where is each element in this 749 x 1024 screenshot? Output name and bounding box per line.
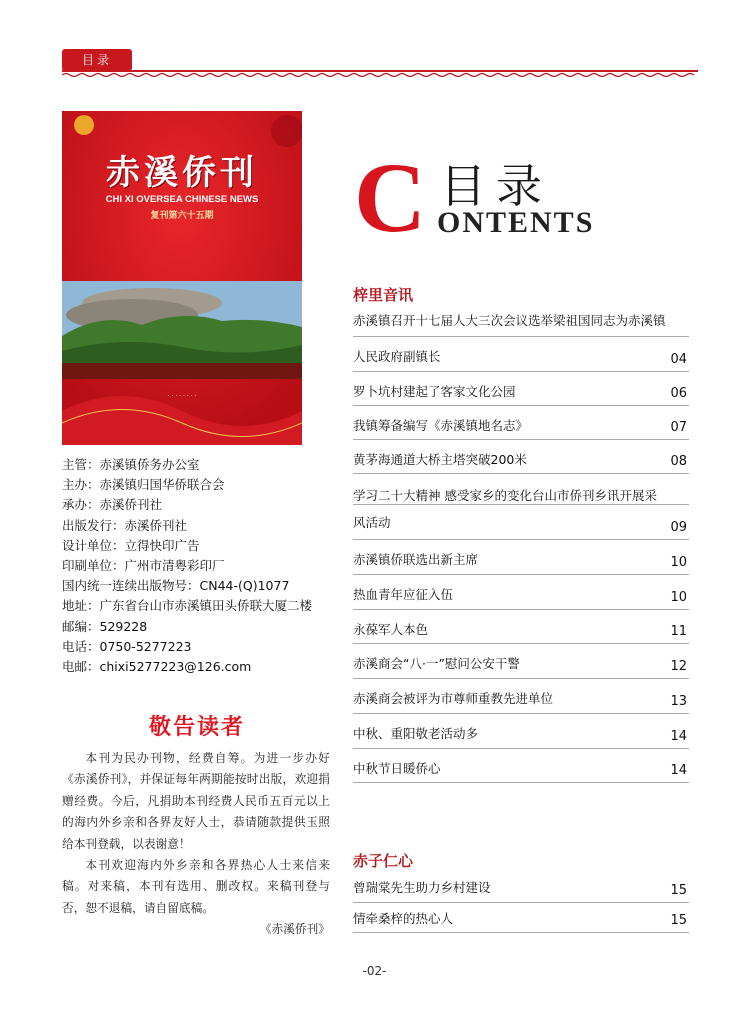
toc-item[interactable] (353, 679, 689, 714)
cover-issue: 复刊第六十五期 (150, 211, 214, 221)
toc-item[interactable] (353, 575, 689, 610)
cover-title: 赤溪侨刊 (106, 153, 258, 193)
contents-big-letter: C (354, 142, 427, 253)
toc-item-title: 赤溪商会被评为市尊师重教先进单位 (353, 691, 554, 706)
section-title: 赤子仁心 (353, 852, 414, 870)
toc-item-page: 11 (670, 624, 687, 639)
toc-item[interactable] (353, 749, 689, 783)
masthead-line: 主办：赤溪镇归国华侨联合会 (62, 477, 225, 493)
toc-item-title: 赤溪镇侨联选出新主席 (353, 552, 479, 567)
toc-item-title: 情牵桑梓的热心人 (353, 911, 454, 926)
section-title: 梓里音讯 (353, 286, 414, 304)
masthead-line: 电话：0750-5277223 (62, 638, 192, 654)
toc-list-1 (353, 311, 689, 783)
masthead-line: 出版发行：赤溪侨刊社 (62, 517, 188, 533)
cover-photo (62, 281, 302, 379)
toc-item-title: 风活动 (353, 515, 391, 530)
toc-item-title: 中秋、重阳敬老活动多 (353, 726, 479, 741)
page-number: -02- (362, 964, 387, 978)
toc-item-title: 赤溪镇召开十七届人大三次会议选举梁祖国同志为赤溪镇 (353, 313, 666, 328)
notice-signature: 《赤溪侨刊》 (259, 922, 330, 937)
toc-item-title: 学习二十大精神 感受家乡的变化台山市侨刊乡讯开展采 (353, 488, 657, 503)
toc-item-page: 08 (670, 454, 687, 469)
masthead-line: 印刷单位：广州市清粤彩印厂 (62, 558, 225, 574)
toc-item[interactable] (353, 714, 689, 749)
toc-list-2 (353, 878, 689, 933)
toc-item-title: 人民政府副镇长 (353, 349, 441, 364)
toc-item[interactable] (353, 474, 689, 505)
masthead-line: 设计单位：立得快印广告 (62, 537, 200, 553)
masthead-line: 邮编：529228 (62, 618, 148, 634)
toc-item[interactable] (353, 540, 689, 575)
toc-item[interactable] (353, 878, 689, 903)
toc-item-page: 04 (670, 352, 687, 367)
toc-item-title: 中秋节日暖侨心 (353, 761, 441, 776)
toc-item[interactable] (353, 372, 689, 406)
toc-item[interactable] (353, 903, 689, 933)
toc-item-page: 06 (670, 386, 687, 401)
toc-item-page: 13 (670, 694, 687, 709)
toc-item-title: 热血青年应征入伍 (353, 587, 454, 602)
toc-item-page: 07 (670, 420, 687, 435)
toc-item-page: 14 (670, 729, 687, 744)
masthead-line: 电邮：chixi5277223@126.com (62, 659, 252, 675)
toc-item-page: 10 (670, 555, 687, 570)
toc-item-page: 09 (670, 520, 687, 535)
toc-item[interactable] (353, 610, 689, 644)
notice-paragraph: 本刊为民办刊物，经费自筹。为进一步办好《赤溪侨刊》，并保证每年两期能按时出版，欢迎捐赠经费。今后，凡捐助本刊经费人民币五百元以上的海内外乡亲和各界友好人士，恭请随款提供玉照给本刊登载，以表谢意！ (62, 751, 330, 851)
toc-item-page: 14 (670, 763, 687, 778)
toc-item[interactable] (353, 406, 689, 440)
toc-item[interactable] (353, 505, 689, 540)
toc-item-title: 罗卜坑村建起了客家文化公园 (353, 384, 516, 399)
notice-title: 敬告读者 (148, 715, 245, 740)
header-rule (62, 69, 698, 77)
masthead-line: 国内统一连续出版物号：CN44-(Q)1077 (62, 578, 290, 594)
toc-item[interactable] (353, 311, 689, 337)
masthead-line: 地址：广东省台山市赤溪镇田头侨联大厦二楼 (62, 598, 313, 614)
section-tab: 目录 (62, 49, 132, 71)
toc-item-page: 15 (670, 883, 687, 898)
toc-item-page: 10 (670, 590, 687, 605)
magazine-cover (62, 111, 302, 445)
toc-item-title: 永葆军人本色 (353, 622, 429, 637)
masthead-line: 承办：赤溪侨刊社 (62, 497, 163, 513)
toc-item-page: 15 (670, 913, 687, 928)
toc-item-title: 曾瑞棠先生助力乡村建设 (353, 880, 491, 895)
notice-paragraph: 本刊欢迎海内外乡亲和各界热心人士来信来稿。对来稿，本刊有选用、删改权。来稿刊登与否，恕不退稿，请自留底稿。 (62, 858, 330, 915)
toc-item[interactable] (353, 440, 689, 474)
toc-item[interactable] (353, 337, 689, 372)
contents-cn-title: 目录 (440, 159, 552, 213)
masthead-info (62, 455, 332, 677)
notice-body (62, 748, 330, 941)
masthead-line: 主管：赤溪镇侨务办公室 (62, 457, 200, 472)
cover-publisher: · · · · · · · · (167, 393, 197, 400)
contents-en-title: ONTENTS (437, 206, 595, 239)
toc-item[interactable] (353, 644, 689, 679)
toc-item-title: 我镇筹备编写《赤溪镇地名志》 (353, 418, 529, 433)
toc-item-title: 赤溪商会“八·一”慰问公安干警 (353, 656, 520, 671)
cover-english-title: CHI XI OVERSEA CHINESE NEWS (105, 194, 259, 205)
toc-item-title: 黄茅海通道大桥主塔突破200米 (353, 452, 527, 467)
toc-item-page: 12 (670, 659, 687, 674)
